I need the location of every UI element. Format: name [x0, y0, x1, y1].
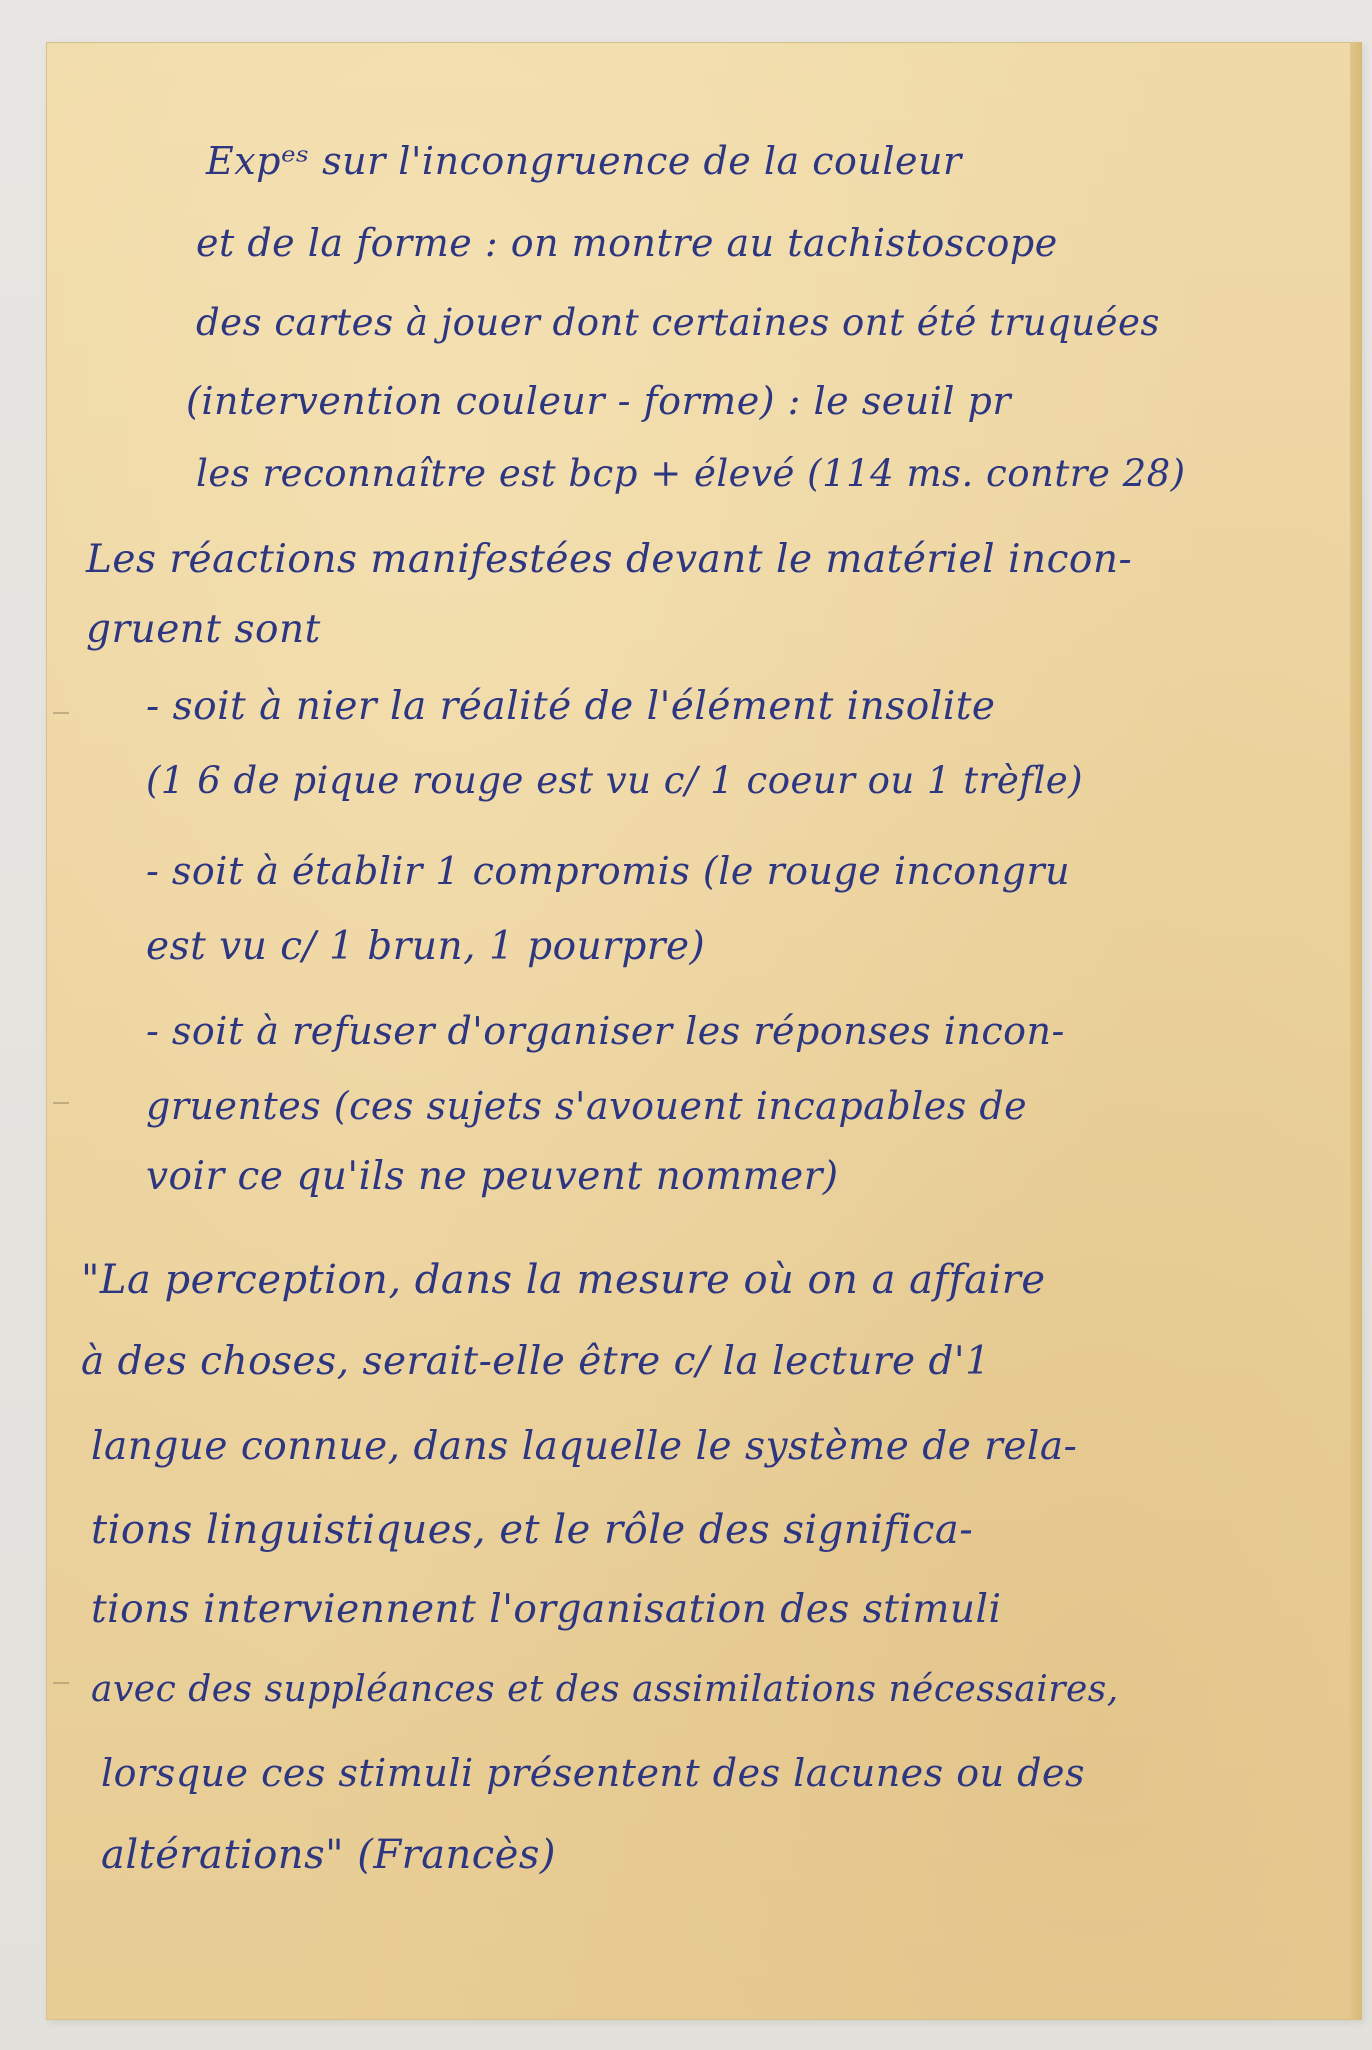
handwritten-text — [46, 42, 1362, 2020]
manuscript-sheet — [46, 42, 1362, 2020]
para2-line-7: - soit à refuser d'organiser les réponses incon- — [146, 1009, 1065, 1053]
para2-line-2: gruent sont — [86, 607, 321, 652]
para1-line-2: et de la forme : on montre au tachistoscope — [196, 221, 1058, 265]
para2-line-6: est vu c/ 1 brun, 1 pourpre) — [146, 924, 706, 969]
para1-line-5: les reconnaître est bcp + élevé (114 ms. contre 28) — [196, 452, 1186, 495]
quote-line-5: tions interviennent l'organisation des stimuli — [91, 1587, 1002, 1632]
para2-line-1: Les réactions manifestées devant le matériel incon- — [86, 537, 1133, 582]
quote-line-1: "La perception, dans la mesure où on a affaire — [81, 1257, 1046, 1303]
para2-line-8: gruentes (ces sujets s'avouent incapables de — [146, 1084, 1028, 1128]
quote-line-6: avec des suppléances et des assimilations nécessaires, — [91, 1669, 1119, 1710]
para1-line-4: (intervention couleur - forme) : le seuil pr — [186, 379, 1012, 423]
para2-line-5: - soit à établir 1 compromis (le rouge incongru — [146, 849, 1071, 893]
para2-line-4: (1 6 de pique rouge est vu c/ 1 coeur ou 1 trèfle) — [146, 759, 1084, 802]
para2-line-3: - soit à nier la réalité de l'élément insolite — [146, 684, 996, 729]
quote-line-2: à des choses, serait-elle être c/ la lecture d'1 — [81, 1339, 991, 1384]
para2-line-9: voir ce qu'ils ne peuvent nommer) — [146, 1154, 839, 1199]
quote-line-3: langue connue, dans laquelle le système de rela- — [91, 1424, 1078, 1469]
quote-line-4: tions linguistiques, et le rôle des significa- — [91, 1507, 974, 1553]
quote-line-7: lorsque ces stimuli présentent des lacunes ou des — [101, 1751, 1085, 1795]
para1-line-3: des cartes à jouer dont certaines ont été truquées — [196, 301, 1160, 344]
para1-line-1: Expᵉˢ sur l'incongruence de la couleur — [206, 139, 962, 183]
quote-line-8: altérations" (Francès) — [101, 1832, 557, 1878]
